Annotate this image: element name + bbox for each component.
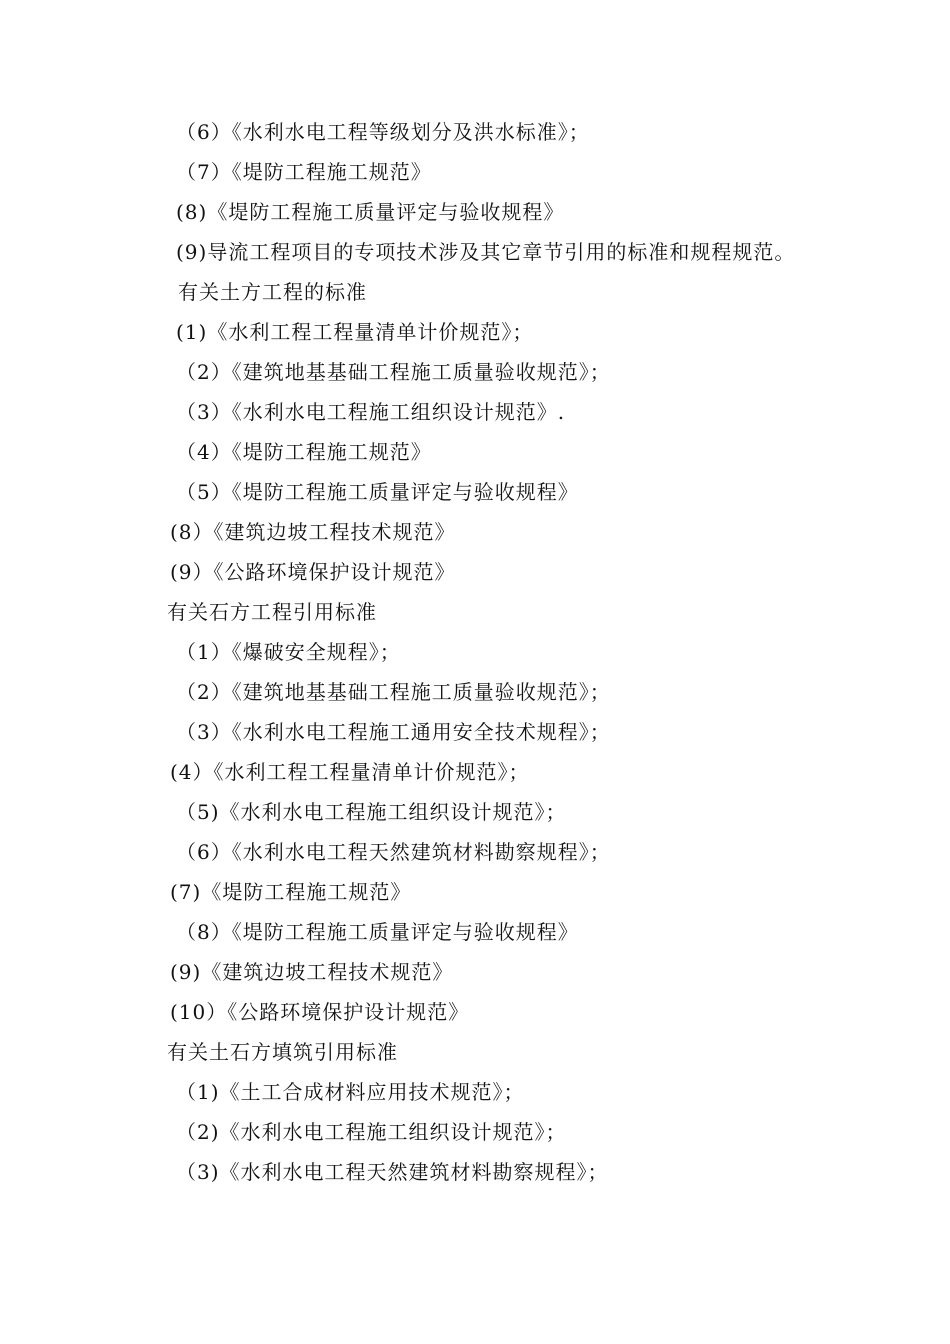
list-item: （8）《堤防工程施工质量评定与验收规程》 [176, 920, 579, 944]
standards-list [0, 112, 950, 1192]
list-item: (9）《公路环境保护设计规范》 [170, 560, 456, 584]
list-item: (9)导流工程项目的专项技术涉及其它章节引用的标准和规程规范。 [176, 240, 796, 264]
section-heading-fill: 有关土石方填筑引用标准 [167, 1040, 398, 1064]
list-item: （1）《爆破安全规程》； [176, 640, 401, 664]
section-heading-rockwork: 有关石方工程引用标准 [167, 600, 377, 624]
list-item: (8）《建筑边坡工程技术规范》 [170, 520, 456, 544]
list-item: (8)《堤防工程施工质量评定与验收规程》 [176, 200, 565, 224]
section-heading-earthwork: 有关土方工程的标准 [178, 280, 367, 304]
list-item: （2）《建筑地基基础工程施工质量验收规范》； [176, 360, 611, 384]
list-item: （5)《水利水电工程施工组织设计规范》； [176, 800, 567, 824]
list-item: （5）《堤防工程施工质量评定与验收规程》 [176, 480, 579, 504]
list-item: (10）《公路环境保护设计规范》 [170, 1000, 470, 1024]
list-item: （2）《建筑地基基础工程施工质量验收规范》； [176, 680, 611, 704]
list-item: （3）《水利水电工程施工组织设计规范》. [176, 400, 566, 424]
list-item: （3)《水利水电工程天然建筑材料勘察规程》； [176, 1160, 609, 1184]
list-item: （6）《水利水电工程等级划分及洪水标准》； [176, 120, 590, 144]
list-item: (4）《水利工程工程量清单计价规范》； [170, 760, 530, 784]
list-item: (7)《堤防工程施工规范》 [170, 880, 412, 904]
list-item: （7）《堤防工程施工规范》 [176, 160, 432, 184]
list-item: （3）《水利水电工程施工通用安全技术规程》； [176, 720, 611, 744]
list-item: (9)《建筑边坡工程技术规范》 [170, 960, 454, 984]
list-item: (1)《水利工程工程量清单计价规范》； [176, 320, 534, 344]
list-item: （6）《水利水电工程天然建筑材料勘察规程》； [176, 840, 611, 864]
list-item: （1)《土工合成材料应用技术规范》； [176, 1080, 525, 1104]
list-item: （4）《堤防工程施工规范》 [176, 440, 432, 464]
list-item: （2)《水利水电工程施工组织设计规范》； [176, 1120, 567, 1144]
